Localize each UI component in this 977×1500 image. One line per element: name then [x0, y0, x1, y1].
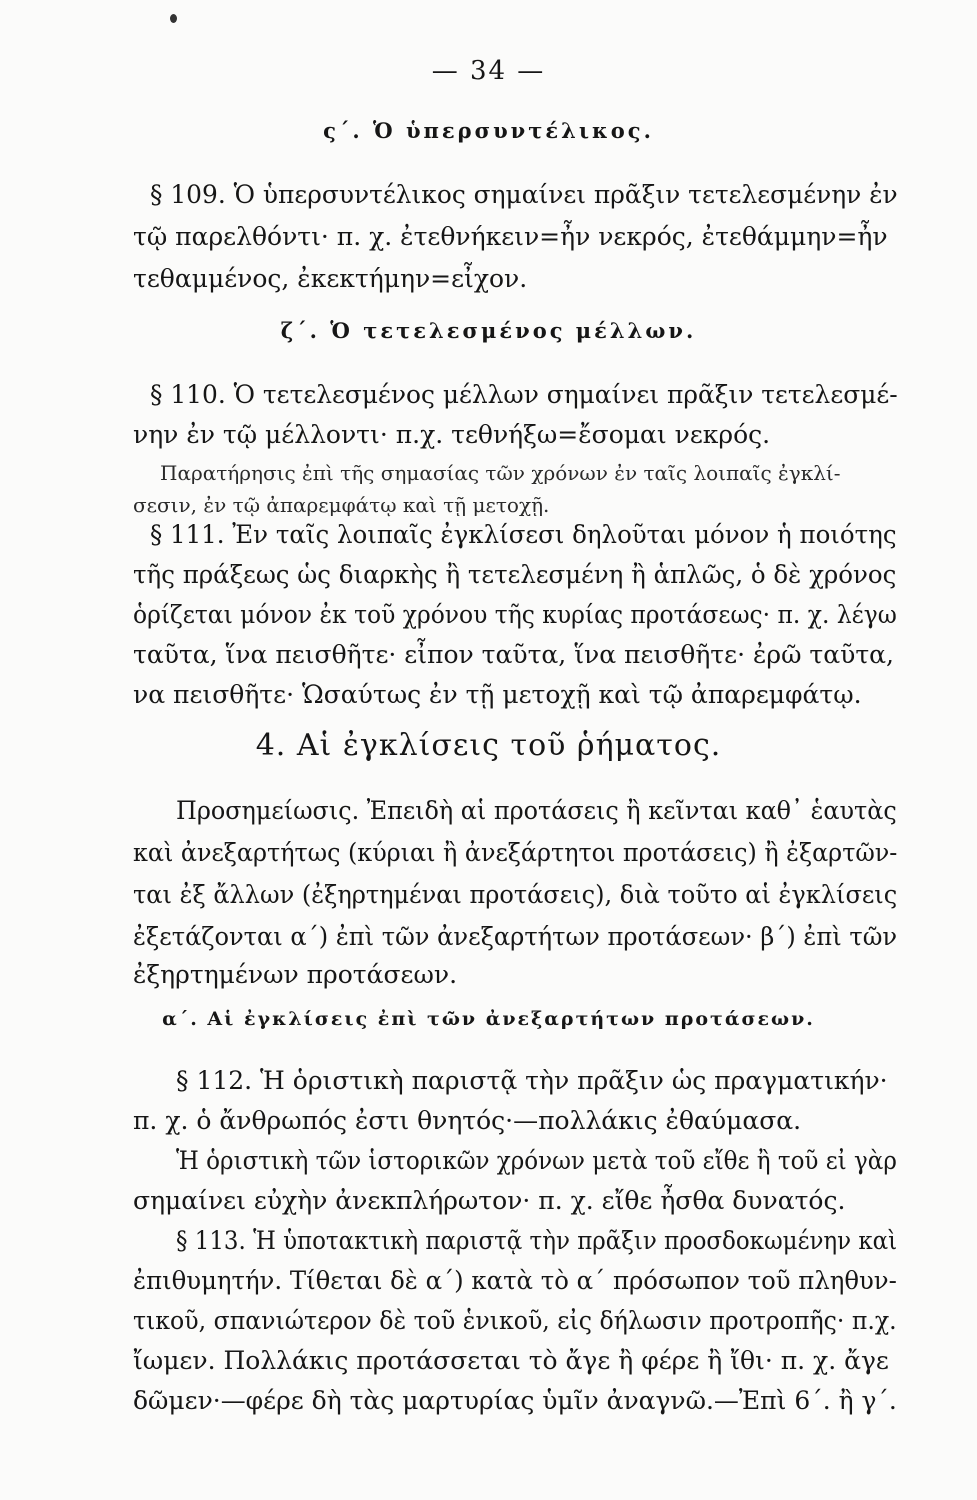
- text-line: Προσημείωσις. Ἐπειδὴ αἱ προτάσεις ἢ κεῖνται καθ᾽ ἑαυτὰς: [176, 796, 897, 825]
- text-line: § 111. Ἐν ταῖς λοιπαῖς ἐγκλίσεσι δηλοῦται μόνον ἡ ποιότης: [150, 520, 897, 549]
- text-line: νην ἐν τῷ μέλλοντι· π.χ. τεθνήξω=ἔσομαι νεκρός.: [133, 420, 771, 449]
- section-heading-pluperfect: ς΄. Ὁ ὑπερσυντέλικος.: [323, 118, 654, 143]
- text-line: ἴωμεν. Πολλάκις προτάσσεται τὸ ἄγε ἢ φέρε ἢ ἴθι· π. χ. ἄγε: [133, 1346, 889, 1375]
- text-line: § 112. Ἡ ὁριστικὴ παριστᾷ τὴν πρᾶξιν ὡς πραγματικήν·: [176, 1066, 888, 1095]
- text-line: ται ἐξ ἄλλων (ἐξηρτημέναι προτάσεις), διὰ τοῦτο αἱ ἐγκλίσεις: [133, 880, 898, 909]
- section-heading-future-perfect: ζ΄. Ὁ τετελεσμένος μέλλων.: [280, 318, 697, 343]
- text-line: Ἡ ὁριστικὴ τῶν ἱστορικῶν χρόνων μετὰ τοῦ εἴθε ἢ τοῦ εἰ γὰρ: [176, 1146, 897, 1175]
- text-line: ἐξηρτημένων προτάσεων.: [133, 960, 458, 989]
- text-line: τῆς πράξεως ὡς διαρκὴς ἢ τετελεσμένη ἢ ἁπλῶς, ὁ δὲ χρόνος: [133, 560, 897, 589]
- text-line: τῷ παρελθόντι· π. χ. ἐτεθνήκειν=ἦν νεκρός, ἐτεθάμμην=ἦν: [133, 222, 888, 251]
- text-line: § 113. Ἡ ὑποτακτικὴ παριστᾷ τὴν πρᾶξιν προσδοκωμένην καὶ: [176, 1226, 898, 1255]
- text-line: σημαίνει εὐχὴν ἀνεκπλήρωτον· π. χ. εἴθε ἦσθα δυνατός.: [133, 1186, 846, 1215]
- page-number: — 34 —: [431, 56, 546, 86]
- note-line: Παρατήρησις ἐπὶ τῆς σημασίας τῶν χρόνων ἐν ταῖς λοιπαῖς ἐγκλί-: [160, 461, 841, 485]
- section-heading-independent-clauses: α΄. Αἱ ἐγκλίσεις ἐπὶ τῶν ἀνεξαρτήτων προτάσεων.: [162, 1008, 815, 1030]
- text-line: ἐξετάζονται α΄) ἐπὶ τῶν ἀνεξαρτήτων προτάσεων· β΄) ἐπὶ τῶν: [133, 922, 898, 951]
- text-line: § 109. Ὁ ὑπερσυντέλικος σημαίνει πρᾶξιν τετελεσμένην ἐν: [150, 180, 898, 209]
- text-line: ὁρίζεται μόνον ἐκ τοῦ χρόνου τῆς κυρίας προτάσεως· π. χ. λέγω: [133, 600, 897, 629]
- text-line: § 110. Ὁ τετελεσμένος μέλλων σημαίνει πρᾶξιν τετελεσμέ-: [150, 380, 898, 409]
- text-line: τικοῦ, σπανιώτερον δὲ τοῦ ἑνικοῦ, εἰς δήλωσιν προτροπῆς· π.χ.: [133, 1306, 897, 1335]
- text-line: π. χ. ὁ ἄνθρωπός ἐστι θνητός·—πολλάκις ἐθαύμασα.: [133, 1106, 802, 1135]
- note-line: σεσιν, ἐν τῷ ἀπαρεμφάτῳ καὶ τῇ μετοχῇ.: [133, 493, 550, 517]
- text-line: δῶμεν·—φέρε δὴ τὰς μαρτυρίας ὑμῖν ἀναγνῶ.—Ἐπὶ 6΄. ἢ γ΄.: [133, 1386, 897, 1415]
- text-line: καὶ ἀνεξαρτήτως (κύριαι ἢ ἀνεξάρτητοι προτάσεις) ἢ ἐξαρτῶν-: [133, 838, 898, 867]
- ink-spot: [170, 14, 177, 23]
- text-line: ἐπιθυμητήν. Τίθεται δὲ α΄) κατὰ τὸ α΄ πρόσωπον τοῦ πληθυν-: [133, 1266, 897, 1295]
- text-line: ταῦτα, ἵνα πεισθῆτε· εἶπον ταῦτα, ἵνα πεισθῆτε· ἐρῶ ταῦτα,: [133, 640, 894, 669]
- text-line: τεθαμμένος, ἐκεκτήμην=εἶχον.: [133, 264, 528, 293]
- chapter-heading-moods: 4. Αἱ ἐγκλίσεις τοῦ ῥήματος.: [255, 728, 722, 763]
- text-line: να πεισθῆτε· Ὡσαύτως ἐν τῇ μετοχῇ καὶ τῷ ἀπαρεμφάτῳ.: [133, 680, 862, 709]
